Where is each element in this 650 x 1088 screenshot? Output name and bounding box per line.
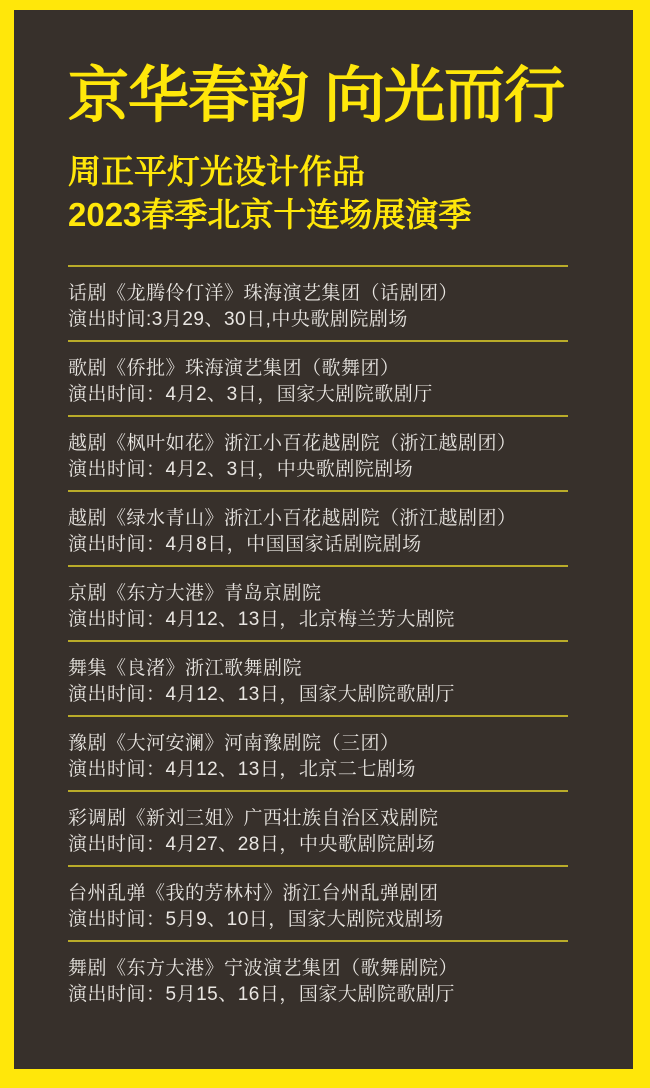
event-name: 越剧《枫叶如花》浙江小百花越剧院（浙江越剧团） xyxy=(68,433,517,454)
event-name: 豫剧《大河安澜》河南豫剧院（三团） xyxy=(68,733,400,754)
poster-title: 京华春韵 向光而行 xyxy=(68,61,564,129)
event-item xyxy=(68,415,568,490)
poster-subtitle-season: 2023春季北京十连场展演季 xyxy=(68,196,472,233)
poster-panel xyxy=(14,10,633,1069)
event-schedule: 演出时间:3月29、30日,中央歌剧院剧场 xyxy=(68,309,408,330)
event-name: 歌剧《侨批》珠海演艺集团（歌舞团） xyxy=(68,358,400,379)
event-schedule: 演出时间：5月15、16日，国家大剧院歌剧厅 xyxy=(68,984,455,1005)
event-name: 彩调剧《新刘三姐》广西壮族自治区戏剧院 xyxy=(68,808,439,829)
event-name: 舞剧《东方大港》宁波演艺集团（歌舞剧院） xyxy=(68,958,459,979)
event-item xyxy=(68,490,568,565)
event-schedule: 演出时间：4月2、3日，中央歌剧院剧场 xyxy=(68,459,414,480)
event-schedule: 演出时间：4月2、3日，国家大剧院歌剧厅 xyxy=(68,384,433,405)
event-name: 台州乱弹《我的芳林村》浙江台州乱弹剧团 xyxy=(68,883,439,904)
event-item xyxy=(68,265,568,340)
poster-subtitle-designer: 周正平灯光设计作品 xyxy=(68,153,365,190)
event-item xyxy=(68,565,568,640)
event-schedule: 演出时间：4月27、28日，中央歌剧院剧场 xyxy=(68,834,436,855)
event-schedule: 演出时间：4月12、13日，北京梅兰芳大剧院 xyxy=(68,609,455,630)
event-name: 越剧《绿水青山》浙江小百花越剧院（浙江越剧团） xyxy=(68,508,517,529)
event-item xyxy=(68,865,568,940)
event-item xyxy=(68,640,568,715)
event-schedule: 演出时间：4月8日，中国国家话剧院剧场 xyxy=(68,534,422,555)
event-item xyxy=(68,340,568,415)
event-name: 京剧《东方大港》青岛京剧院 xyxy=(68,583,322,604)
event-item xyxy=(68,940,568,1015)
event-name: 舞集《良渚》浙江歌舞剧院 xyxy=(68,658,303,679)
event-name: 话剧《龙腾伶仃洋》珠海演艺集团（话剧团） xyxy=(68,283,459,304)
event-schedule: 演出时间：4月12、13日，国家大剧院歌剧厅 xyxy=(68,684,455,705)
event-schedule: 演出时间：4月12、13日，北京二七剧场 xyxy=(68,759,416,780)
event-item xyxy=(68,715,568,790)
event-list xyxy=(68,265,568,1015)
event-schedule: 演出时间：5月9、10日，国家大剧院戏剧场 xyxy=(68,909,444,930)
event-item xyxy=(68,790,568,865)
